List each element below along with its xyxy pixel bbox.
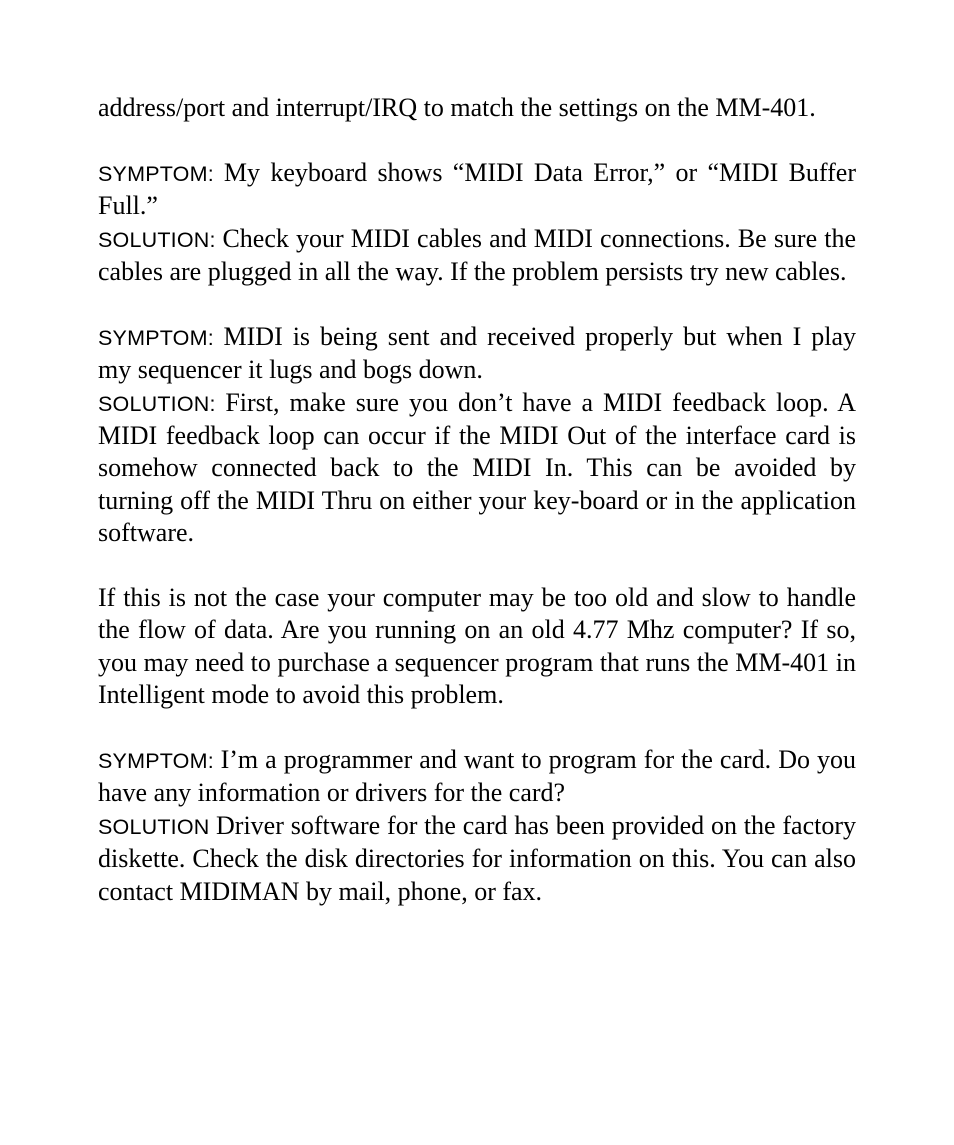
symptom-sequencer-lag [98, 321, 856, 387]
paragraph-gap [98, 124, 856, 156]
symptom-text: My keyboard shows “MIDI Data Error,” or “MIDI Buffer Full.” [98, 157, 856, 221]
paragraph-text: If this is not the case your computer may be too old and slow to handle the flow of data. Are you running on an old 4.77 Mhz computer? If so, you may need to purchase a sequencer program that runs the MM-401 in Intelligent mode to avoid this problem. [98, 583, 856, 710]
symptom-text: MIDI is being sent and received properly but when I play my sequencer it lugs and bogs down. [98, 321, 856, 385]
label-separator: : [207, 161, 224, 186]
solution-label: SOLUTION [98, 227, 210, 252]
paragraph-text: address/port and interrupt/IRQ to match the settings on the MM-401. [98, 93, 816, 122]
slow-computer-paragraph [98, 582, 856, 712]
paragraph-gap [98, 712, 856, 744]
solution-driver-software [98, 810, 856, 908]
paragraph-gap [98, 550, 856, 582]
manual-page [98, 92, 856, 908]
label-separator: : [209, 227, 223, 252]
solution-check-cables [98, 223, 856, 289]
symptom-label: SYMPTOM [98, 161, 208, 186]
symptom-programmer [98, 744, 856, 810]
label-separator: : [207, 749, 221, 774]
label-separator: : [207, 325, 224, 350]
solution-text: Driver software for the card has been provided on the factory diskette. Check the disk directories for information on this. You can also contact MIDIMAN by mail, phone, or fax. [98, 810, 856, 906]
solution-label: SOLUTION [98, 814, 210, 839]
label-separator: : [209, 391, 226, 416]
solution-label: SOLUTION [98, 391, 210, 416]
solution-feedback-loop [98, 387, 856, 550]
symptom-label: SYMPTOM [98, 325, 208, 350]
solution-text: First, make sure you don’t have a MIDI feedback loop. A MIDI feedback loop can occur if the MIDI Out of the interface card is somehow connected back to the MIDI In. This can be avoided by turning off the MIDI Thru on either your key-board or in the application software. [98, 387, 856, 548]
continuation-paragraph [98, 92, 856, 124]
symptom-text: I’m a programmer and want to program for the card. Do you have any information or drivers for the card? [98, 745, 856, 808]
solution-text: Check your MIDI cables and MIDI connections. Be sure the cables are plugged in all the way. If the problem persists try new cables. [98, 223, 856, 287]
symptom-keyboard-error [98, 157, 856, 223]
paragraph-gap [98, 288, 856, 320]
symptom-label: SYMPTOM [98, 749, 208, 774]
